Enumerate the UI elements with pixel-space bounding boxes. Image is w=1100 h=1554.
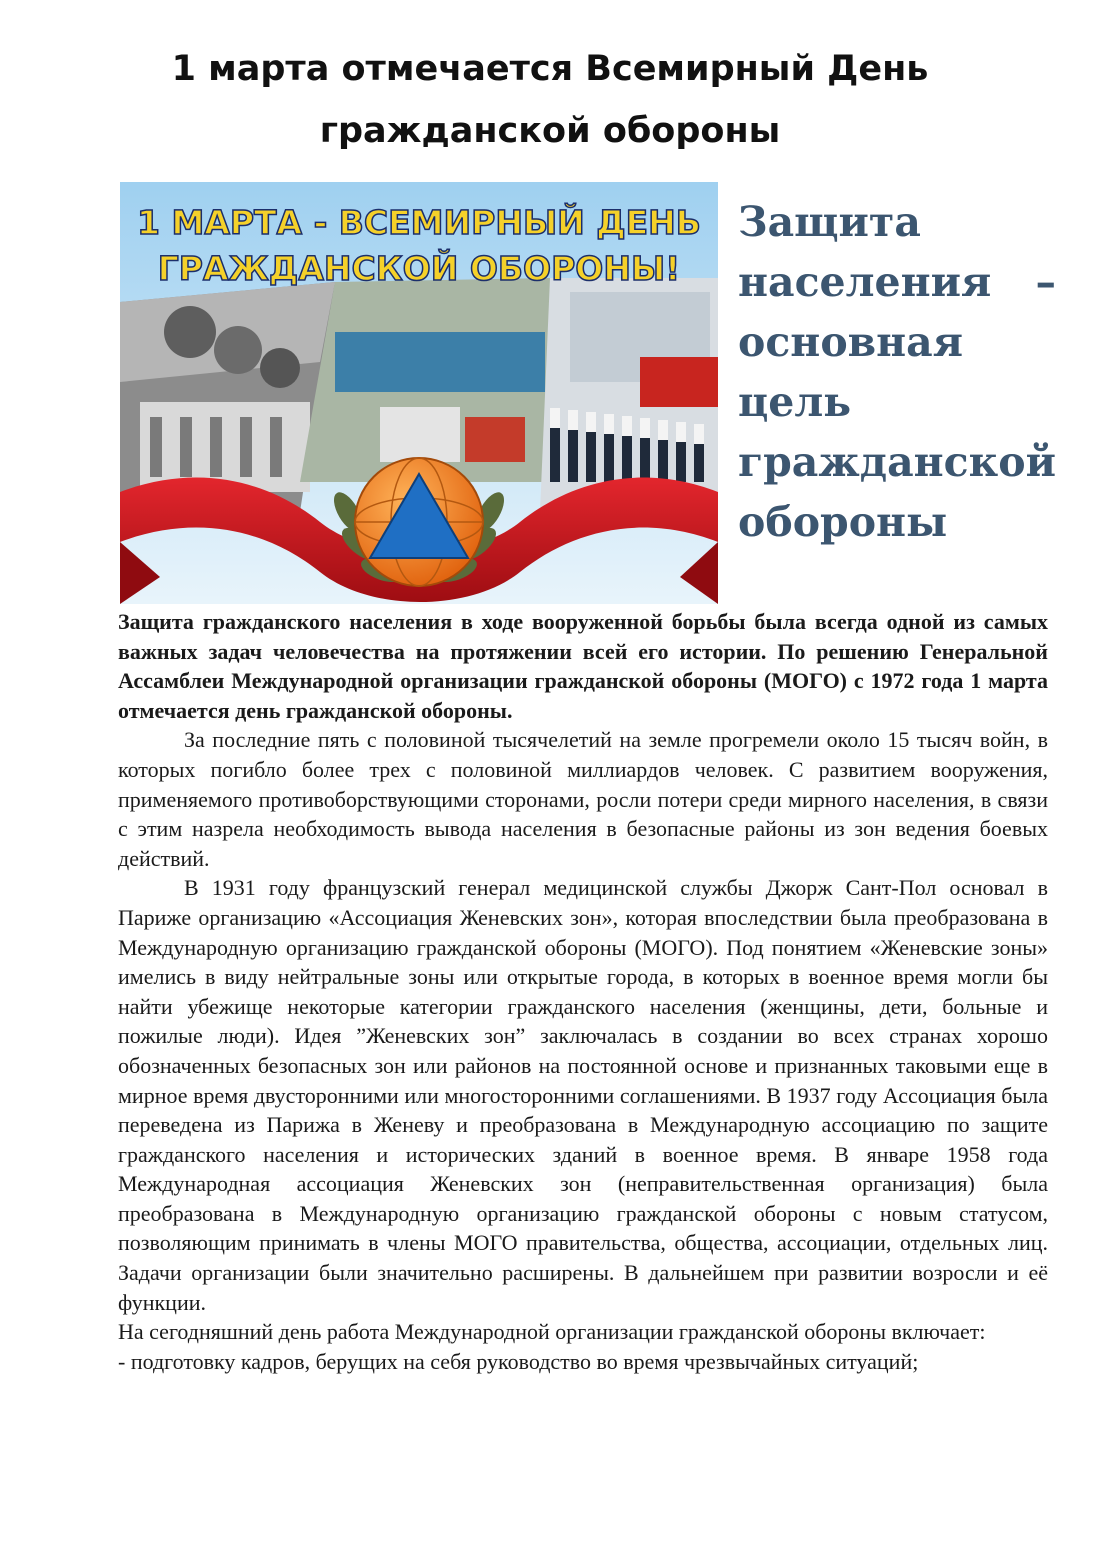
side-heading-line-1: Защита: [738, 198, 921, 246]
side-heading-line-2: [738, 252, 1056, 312]
list-item: - подготовку кадров, берущих на себя руководство во время чрезвычайных ситуаций;: [118, 1348, 919, 1374]
side-heading-line-5: гражданской: [738, 438, 1056, 486]
banner-line-2: ГРАЖДАНСКОЙ ОБОРОНЫ!: [157, 249, 681, 288]
civil-defence-emblem: [355, 458, 483, 586]
title-line-1: 1 марта отмечается Всемирный День: [171, 49, 929, 89]
side-heading: [738, 192, 1056, 552]
banner-line-1: 1 МАРТА - ВСЕМИРНЫЙ ДЕНЬ: [137, 203, 701, 242]
side-heading-line-2a: населения: [738, 258, 992, 306]
intro-paragraph: Защита гражданского населения в ходе вооруженной борьбы была всегда одной из самых важных задач человечества на протяжении всей его истории. По решению Генеральной Ассамблеи Международной организации гражданской обороны (МОГО) с 1972 года 1 марта отмечается день гражданской обороны.: [118, 609, 1048, 723]
article-body: [118, 607, 1048, 1376]
side-heading-line-6: обороны: [738, 498, 948, 546]
side-heading-line-2b: –: [1035, 258, 1056, 306]
side-heading-line-4: цель: [738, 378, 852, 426]
paragraph-2: В 1931 году французский генерал медицинской службы Джорж Сант-Пол основал в Париже организацию «Ассоциация Женевских зон», которая впоследствии была преобразована в Международную организацию гражданской обороны (МОГО). Под понятием «Женевские зоны» имелись в виду нейтральные зоны или открытые города, в которых в военное время могли бы найти убежище некоторые категории гражданского населения (женщины, дети, больные и пожилые люди). Идея ”Женевских зон” заключалась в создании во всех странах хорошо обозначенных безопасных зон или районов на постоянной основе и признанных таковыми еще в мирное время двусторонними или многосторонними соглашениями. В 1937 году Ассоциация была переведена из Парижа в Женеву и преобразована в Международную ассоциацию по защите гражданского населения и исторических зданий в военное время. В январе 1958 года Международная ассоциация Женевских зон (неправительственная организация) была преобразована в Международную организацию гражданской обороны с новым статусом, позволяющим принимать в члены МОГО правительства, общества, ассоциации, отдельных лиц. Задачи организации были значительно расширены. В дальнейшем при развитии возросли и её функции.: [118, 875, 1048, 1315]
banner-image: [120, 182, 718, 604]
side-heading-line-3: основная: [738, 318, 964, 366]
page-title: [60, 38, 1040, 162]
paragraph-1: За последние пять с половиной тысячелетий на земле прогремели около 15 тысяч войн, в которых погибло более трех с половиной миллиардов человек. С развитием вооружения, применяемого противоборствующими сторонами, росли потери среди мирного населения, в связи с этим назрела необходимость вывода населения в безопасные районы из зон ведения боевых действий.: [118, 727, 1048, 871]
rescuers-photo: [540, 278, 718, 512]
today-paragraph: На сегодняшний день работа Международной организации гражданской обороны включает:: [118, 1319, 986, 1345]
camp-photo: [300, 278, 550, 482]
title-line-2: гражданской обороны: [319, 111, 781, 151]
